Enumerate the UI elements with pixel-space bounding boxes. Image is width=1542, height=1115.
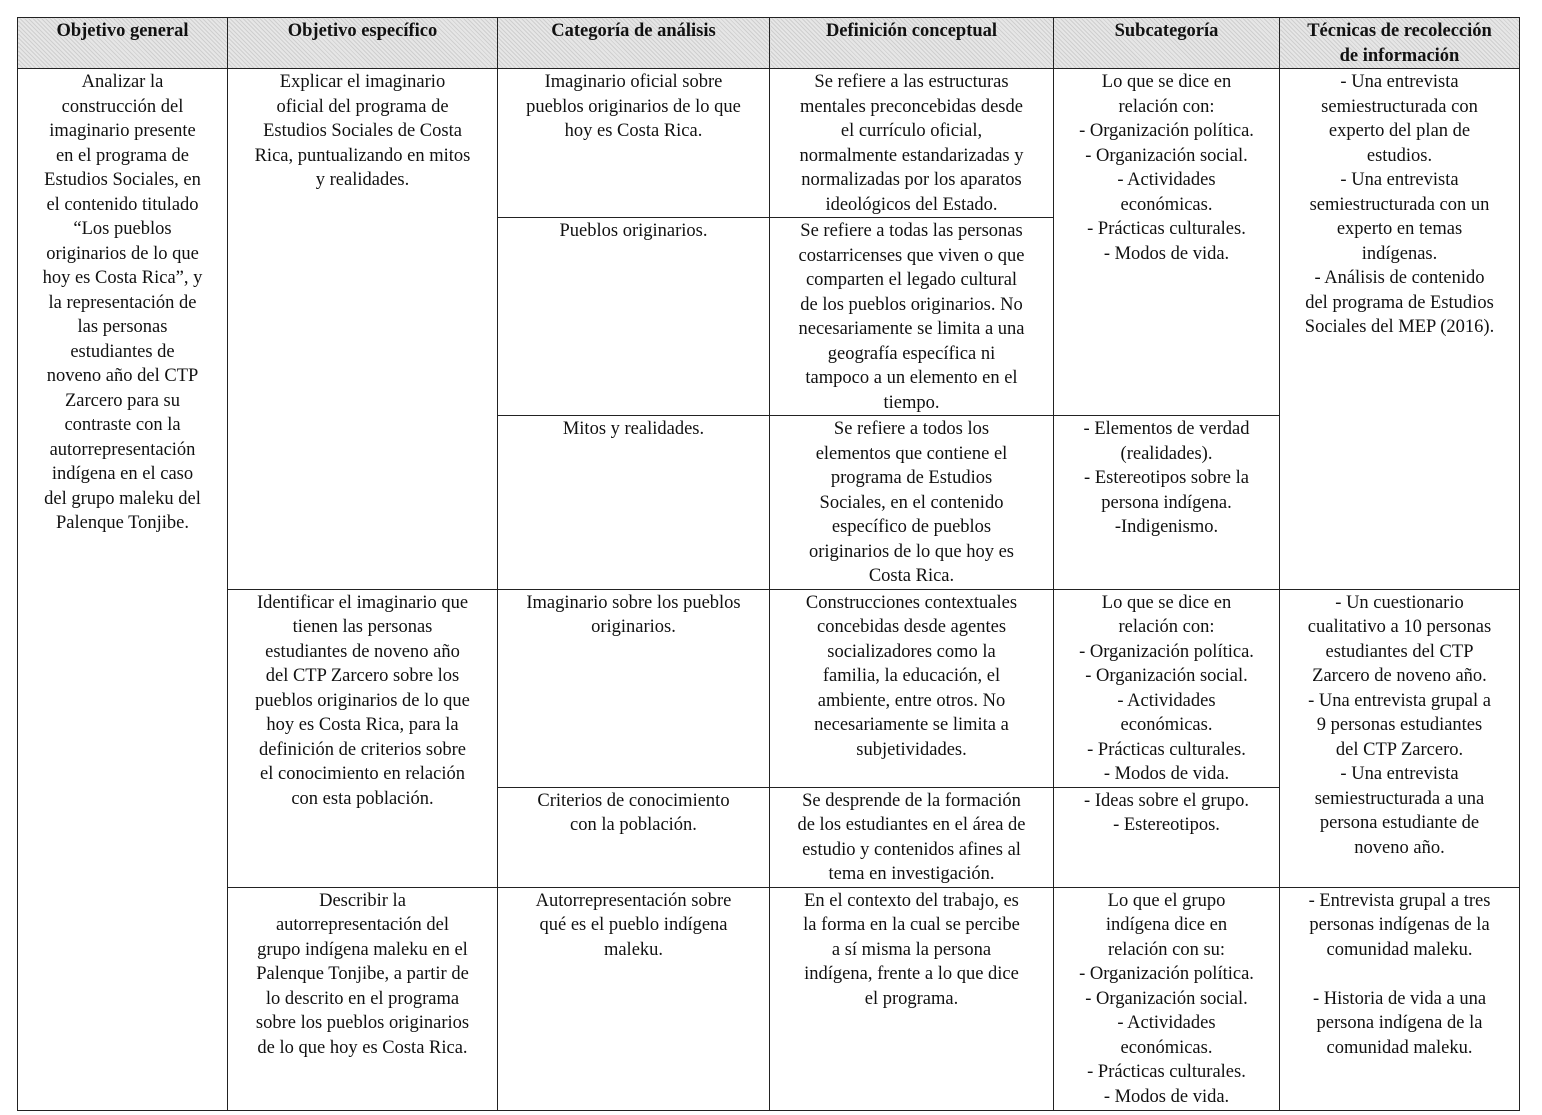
cell-text-line: indígena dice en [1105,915,1228,935]
cell-text-line: necesariamente se limita a [814,715,1009,735]
cell-text-line: semiestructurada con [1321,96,1478,117]
cell-text-line: Rica, puntualizando en mitos [254,145,471,166]
cell-text-line: - Historia de vida a una [1312,988,1487,1009]
cell-text-line: Estudios Sociales, en [44,170,201,190]
cell-category [498,218,770,416]
cell-text-line: del programa de Estudios [1305,292,1494,313]
cell-general-objective [18,69,228,1111]
cell-text-line: autorrepresentación [49,439,196,460]
cell-text-line: Zarcero para su [64,390,181,411]
cell-definition [770,787,1054,887]
cell-text-line: -Indigenismo. [1114,517,1219,537]
cell-techniques [1280,589,1520,887]
cell-text-line: - Organización social. [1085,988,1248,1009]
cell-text-line: ambiente, entre otros. No [817,690,1006,711]
header-label: Objetivo específico [287,21,438,41]
cell-text-line: relación con su: [1107,939,1226,960]
cell-text-line: originarios de lo que hoy es [809,541,1014,562]
cell-category [498,887,770,1110]
cell-text-line: indígenas. [1361,243,1438,264]
cell-text-line: Autorrepresentación sobre [535,890,732,911]
cell-text-line: indígena, frente a lo que dice [804,964,1019,984]
cell-text-line: tampoco a un elemento en el [805,368,1018,388]
header-subcategoria [1054,18,1280,69]
header-label: Objetivo general [56,21,189,41]
cell-text-line: necesariamente se limita a una [798,319,1025,339]
cell-category [498,69,770,218]
cell-text-line: Construcciones contextuales [805,592,1018,613]
cell-text-line: - Actividades [1117,690,1216,711]
cell-text-line: En el contexto del trabajo, es [804,890,1019,911]
cell-text-line: - Estereotipos. [1113,815,1220,835]
cell-text-line: Lo que el grupo [1107,890,1226,911]
cell-text-line: de los estudiantes en el área de [797,815,1026,835]
header-label: de información [1339,45,1460,66]
cell-text-line: construcción del [61,96,184,117]
cell-text-line: con la población. [570,815,697,835]
cell-text-line: costarricenses que viven o que [798,245,1025,266]
cell-text-line: estudios. [1366,145,1433,166]
cell-text-line: comunidad maleku. [1326,939,1473,960]
cell-text-line: noveno año del CTP [46,366,199,386]
cell-text-line: Se refiere a todas las personas [800,221,1023,241]
cell-text-line: pueblos originarios de lo que [255,690,470,711]
cell-text-line: - Actividades [1117,1013,1216,1033]
header-label: Categoría de análisis [551,21,716,41]
cell-text-line: a sí misma la persona [831,939,992,960]
cell-subcategory [1054,69,1280,416]
cell-text-line: concebidas desde agentes [816,617,1007,637]
cell-text-line: - Organización social. [1085,666,1248,686]
cell-subcategory [1054,787,1280,887]
table-row [18,589,1520,787]
cell-text-line: personas indígenas de la [1309,915,1490,935]
header-definicion [770,18,1054,69]
cell-text-line: Zarcero de noveno año. [1312,666,1487,686]
cell-specific-objective [228,69,498,590]
cell-text-line: oficial del programa de [276,96,449,117]
cell-text-line: persona estudiante de [1319,813,1480,833]
cell-text-line: Describir la [319,890,406,911]
cell-text-line: originarios. [591,617,676,637]
cell-text-line: definición de criterios sobre [258,739,467,760]
cell-text-line: Mitos y realidades. [562,419,705,439]
cell-specific-objective [228,589,498,887]
cell-text-line: semiestructurada a una [1314,788,1485,809]
cell-text-line: el contenido titulado [46,194,199,215]
cell-techniques [1280,69,1520,590]
cell-text-line: normalizadas por los aparatos [801,170,1022,190]
cell-specific-objective [228,887,498,1110]
cell-category [498,416,770,590]
cell-text-line: Palenque Tonjibe, a partir de [256,964,469,984]
cell-text-line: estudiantes de [70,341,175,362]
cell-text-line: cualitativo a 10 personas [1307,617,1492,637]
header-objetivo-general [18,18,228,69]
cell-text-line: económicas. [1120,715,1213,735]
cell-text-line: del CTP Zarcero sobre los [265,666,460,686]
cell-text-line: Se refiere a las estructuras [814,72,1009,92]
header-label: Técnicas de recolección [1307,21,1492,41]
cell-text-line: del CTP Zarcero. [1335,739,1464,760]
header-label: Subcategoría [1114,21,1219,41]
cell-text-line: Analizar la [81,72,164,92]
cell-text-line: “Los pueblos [73,219,172,239]
cell-text-line: - Estereotipos sobre la [1084,468,1249,488]
cell-text-line: sobre los pueblos originarios [255,1013,470,1033]
cell-subcategory [1054,887,1280,1110]
cell-text-line: - Una entrevista [1340,72,1459,92]
cell-text-line: tiempo. [883,392,940,413]
cell-text-line: elementos que contiene el [815,443,1008,464]
cell-text-line: el programa. [864,988,959,1009]
cell-subcategory [1054,416,1280,590]
cell-text-line: comunidad maleku. [1326,1037,1473,1058]
cell-text-line: - Organización política. [1079,641,1254,662]
cell-text-line: la forma en la cual se percibe [803,915,1020,935]
cell-text-line: económicas. [1120,1037,1213,1058]
cell-text-line: Criterios de conocimiento [537,790,730,811]
cell-text-line: y realidades. [315,170,410,190]
cell-text-line: - Prácticas culturales. [1087,739,1246,760]
cell-text-line: persona indígena de la [1316,1013,1483,1033]
cell-text-line: Costa Rica. [868,566,955,586]
cell-text-line: Pueblos originarios. [559,221,708,241]
cell-definition [770,416,1054,590]
cell-text-line: persona indígena. [1101,492,1232,513]
cell-text-line: grupo indígena maleku en el [257,939,468,960]
cell-text-line: Sociales del MEP (2016). [1304,317,1495,337]
cell-text-line: la representación de [48,292,197,313]
cell-text-line: Sociales, en el contenido [819,492,1004,513]
cell-text-line: Explicar el imaginario [279,72,446,92]
cell-text-line: Se desprende de la formación [802,790,1021,811]
cell-category [498,589,770,787]
cell-definition [770,589,1054,787]
cell-text-line: estudio y contenidos afines al [802,839,1021,860]
cell-text-line: con esta población. [291,788,434,809]
cell-definition [770,218,1054,416]
cell-text-line [1286,962,1513,987]
cell-text-line: relación con: [1118,96,1215,117]
cell-text-line: indígena en el caso [51,464,194,484]
cell-text-line: - Elementos de verdad [1083,419,1250,439]
cell-text-line: de lo que hoy es Costa Rica. [257,1037,468,1058]
cell-text-line: Lo que se dice en [1101,72,1232,92]
header-tecnicas [1280,18,1520,69]
cell-text-line: Identificar el imaginario que [256,592,469,613]
cell-text-line: mentales preconcebidas desde [800,96,1023,117]
cell-text-line: contraste con la [64,415,181,435]
header-objetivo-especifico [228,18,498,69]
cell-text-line: geografía específica ni [827,343,996,364]
cell-text-line: Imaginario sobre los pueblos [526,592,741,613]
cell-text-line: estudiantes del CTP [1325,641,1474,662]
cell-text-line: las personas [77,317,168,337]
header-row [18,18,1520,69]
cell-text-line: Se refiere a todos los [833,419,990,439]
cell-text-line: en el programa de [55,145,190,166]
cell-text-line: - Una entrevista grupal a [1308,690,1491,711]
cell-text-line: semiestructurada con un [1309,194,1490,215]
cell-text-line: subjetividades. [856,739,967,760]
table-row [18,69,1520,218]
cell-definition [770,69,1054,218]
cell-text-line: lo descrito en el programa [265,988,460,1009]
cell-text-line: - Ideas sobre el grupo. [1084,790,1249,811]
cell-text-line: - Prácticas culturales. [1087,1062,1246,1082]
cell-text-line: programa de Estudios [830,468,993,488]
cell-text-line: originarios de lo que [46,243,199,264]
cell-text-line: económicas. [1120,194,1213,215]
cell-text-line: ideológicos del Estado. [825,194,998,215]
cell-subcategory [1054,589,1280,787]
cell-text-line: familia, la educación, el [822,666,1001,686]
cell-text-line: tienen las personas [292,617,433,637]
cell-text-line: qué es el pueblo indígena [539,915,728,935]
cell-text-line: - Análisis de contenido [1314,268,1485,288]
research-matrix-table [17,17,1520,1111]
cell-text-line: específico de pueblos [831,517,992,537]
cell-text-line: - Una entrevista [1340,764,1459,784]
cell-text-line: hoy es Costa Rica, para la [266,715,459,735]
table-row [18,887,1520,1110]
cell-text-line: relación con: [1118,617,1215,637]
cell-text-line: el currículo oficial, [840,121,983,141]
cell-techniques [1280,887,1520,1110]
header-categoria [498,18,770,69]
cell-text-line: imaginario presente [49,121,196,141]
cell-text-line: hoy es Costa Rica”, y [42,268,203,288]
cell-text-line: - Organización social. [1085,145,1248,166]
cell-text-line: experto en temas [1336,219,1463,239]
cell-text-line: 9 personas estudiantes [1316,715,1483,735]
cell-category [498,787,770,887]
cell-text-line: normalmente estandarizadas y [799,145,1024,166]
cell-text-line: - Un cuestionario [1335,592,1464,613]
cell-text-line: el conocimiento en relación [260,764,465,784]
cell-text-line: - Una entrevista [1340,170,1459,190]
cell-text-line: - Organización política. [1079,121,1254,141]
cell-text-line: - Organización política. [1079,964,1254,984]
cell-text-line: estudiantes de noveno año [265,641,460,662]
cell-text-line: de los pueblos originarios. No [800,294,1023,315]
cell-text-line: - Modos de vida. [1103,1086,1230,1107]
cell-text-line: Palenque Tonjibe. [56,513,189,533]
cell-text-line: hoy es Costa Rica. [564,121,703,141]
cell-text-line: - Prácticas culturales. [1087,219,1246,239]
cell-text-line: tema en investigación. [828,864,995,884]
cell-text-line: pueblos originarios de lo que [526,96,741,117]
cell-text-line: - Modos de vida. [1103,243,1230,264]
cell-text-line: Imaginario oficial sobre [544,72,723,92]
cell-text-line: noveno año. [1354,837,1445,858]
cell-definition [770,887,1054,1110]
cell-text-line: del grupo maleku del [44,488,201,509]
cell-text-line: experto del plan de [1328,121,1471,141]
cell-text-line: - Modos de vida. [1103,764,1230,784]
cell-text-line: Estudios Sociales de Costa [263,121,462,141]
cell-text-line: socializadores como la [827,641,996,662]
cell-text-line: comparten el legado cultural [805,270,1018,290]
cell-text-line: - Actividades [1117,170,1216,190]
cell-text-line: Lo que se dice en [1101,592,1232,613]
cell-text-line: - Entrevista grupal a tres [1308,890,1491,911]
header-label: Definición conceptual [825,21,998,41]
cell-text-line: maleku. [603,939,664,960]
cell-text-line: autorrepresentación del [275,915,450,935]
cell-text-line: (realidades). [1120,443,1213,464]
